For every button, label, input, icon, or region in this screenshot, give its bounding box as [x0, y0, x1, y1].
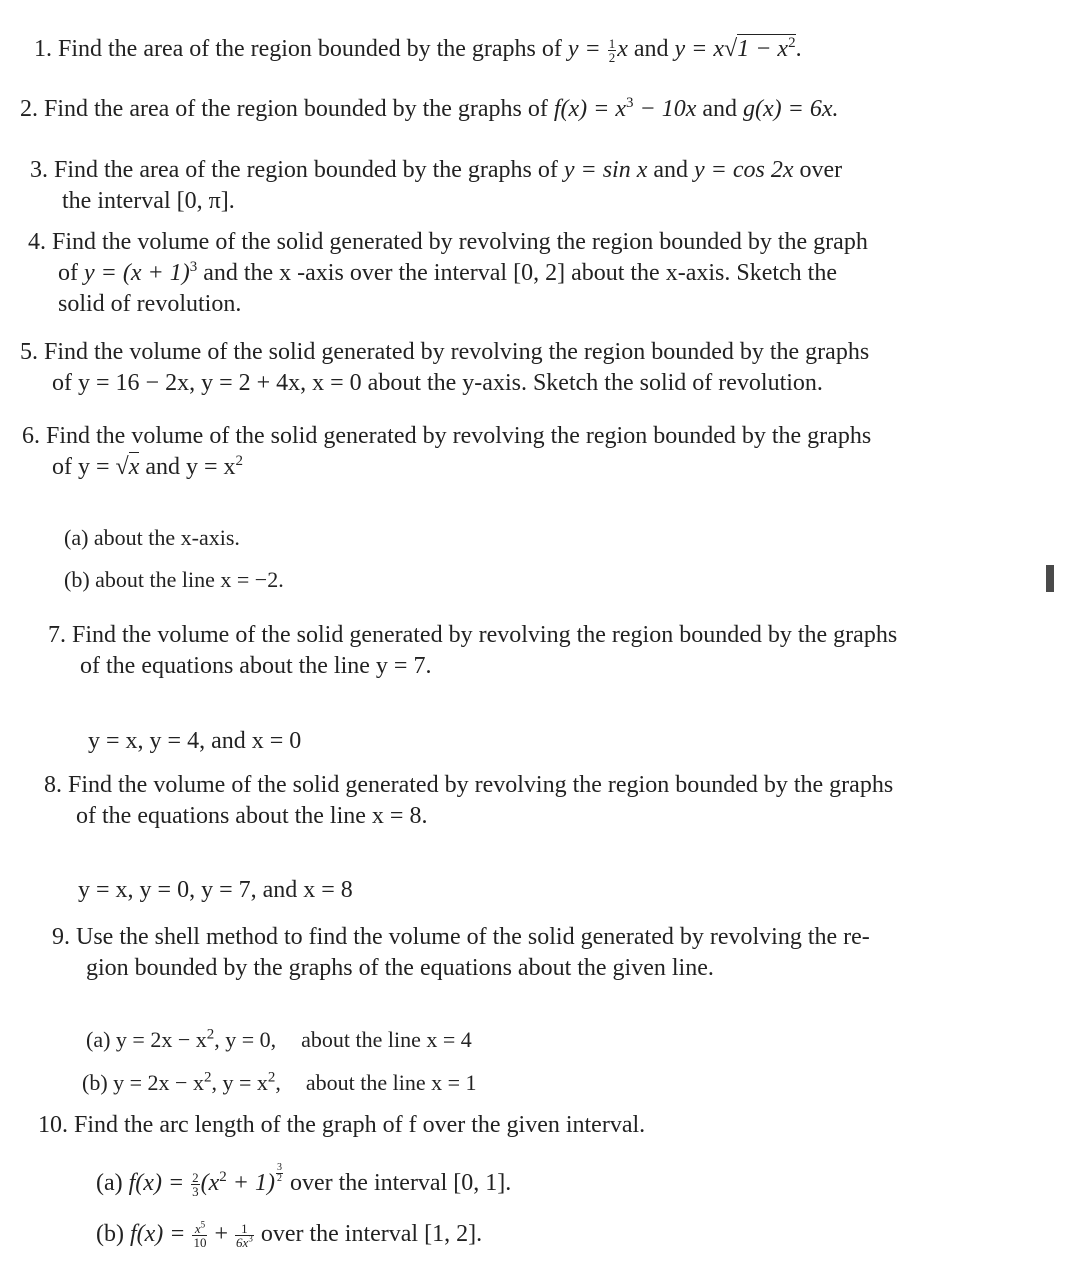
equation: , y = 0, [214, 1027, 277, 1052]
problem-4-line-2 [58, 258, 837, 289]
exponent: 3 [189, 259, 198, 275]
equation: and y = x [145, 454, 236, 480]
equation: (a) y = 2x − x [86, 1027, 207, 1052]
equation-g: g(x) = 6x. [743, 96, 839, 122]
equation: (x [200, 1170, 220, 1196]
exponent: 2 [267, 1069, 276, 1086]
problem-9-part-b [82, 1067, 477, 1098]
problem-5-line-1 [20, 337, 869, 368]
problem-7-line-2: of the equations about the line y = 7. [80, 653, 432, 679]
revolve-line: about the line x = 1 [305, 1070, 477, 1095]
problem-2 [20, 94, 839, 125]
fractional-exponent: $\frac{3}{2}$ [276, 1162, 282, 1184]
problem-number: 9. [52, 924, 70, 950]
equation: x [617, 36, 628, 62]
problem-text: Find the area of the region bounded by the graphs of [54, 157, 558, 183]
equation: f(x) = [128, 1170, 185, 1196]
problem-4-line-1 [28, 227, 868, 258]
problem-3-line-2: the interval [0, π]. [62, 188, 235, 214]
problem-number: 2. [20, 96, 38, 122]
problem-text: and the x -axis over the interval [0, 2] about the x-axis. Sketch the [203, 260, 837, 286]
equation: y = cos 2x [694, 157, 794, 183]
problem-number: 5. [20, 339, 38, 365]
problem-number: 6. [22, 423, 40, 449]
problem-6-line-1 [22, 421, 871, 452]
problem-text: Find the volume of the solid generated by revolving the region bounded by the graphs [44, 339, 870, 365]
equation: y = sin x [563, 157, 648, 183]
fraction: $\frac{1}{2}$ [608, 35, 616, 65]
equation: y = (x + 1) [84, 260, 190, 286]
problem-text: Find the volume of the solid generated by revolving the region bounded by the graphs [46, 423, 872, 449]
exponent: 2 [219, 1169, 227, 1185]
problem-9-part-a [86, 1024, 472, 1055]
problem-text: Find the arc length of the graph of f over the given interval. [74, 1112, 646, 1138]
exponent: 3 [626, 95, 634, 111]
problem-number: 8. [44, 772, 62, 798]
period: . [795, 36, 802, 62]
problem-6-line-2 [52, 452, 243, 483]
equation-f-rest: − 10x [633, 96, 697, 122]
sqrt-sign: √ [724, 36, 738, 62]
equation: f(x) = [129, 1221, 186, 1247]
problem-text: Find the area of the region bounded by the graphs of [44, 96, 548, 122]
problem-4-line-3: solid of revolution. [58, 291, 242, 317]
problem-1 [34, 34, 802, 65]
problem-10-part-b [96, 1219, 482, 1250]
equation: + 1) [226, 1170, 275, 1196]
part-label: (a) [96, 1170, 123, 1196]
problem-text: Find the area of the region bounded by the graphs of [58, 36, 562, 62]
problem-text: Find the volume of the solid generated by revolving the region bounded by the graph [52, 229, 868, 255]
sqrt-radicand: $1 - x^2$ [737, 35, 796, 62]
plus-sign: + [214, 1221, 229, 1247]
equation: , y = x [211, 1070, 268, 1095]
problem-8-equations: y = x, y = 0, y = 7, and x = 8 [78, 877, 353, 903]
problem-number: 10. [38, 1112, 68, 1138]
problem-8-line-2: of the equations about the line x = 8. [76, 803, 428, 829]
problem-text: Find the volume of the solid generated by revolving the region bounded by the graphs [68, 772, 894, 798]
equation-f: f(x) = x [553, 96, 627, 122]
problem-5-line-2: of y = 16 − 2x, y = 2 + 4x, x = 0 about the y-axis. Sketch the solid of revolution. [52, 370, 823, 396]
conjunction: and [633, 36, 669, 62]
problem-9-line-1 [52, 922, 870, 953]
problem-text: Use the shell method to find the volume of the solid generated by revolving the re- [76, 924, 870, 950]
equation: (b) y = 2x − x [82, 1070, 204, 1095]
problem-3-line-1 [30, 155, 842, 186]
problem-number: 4. [28, 229, 46, 255]
sqrt-radicand: x [128, 454, 140, 480]
problem-text: of y = [52, 454, 116, 480]
exponent: 2 [203, 1069, 212, 1086]
problem-text: over the interval [0, 1]. [289, 1170, 512, 1196]
equation: y = x [674, 36, 725, 62]
equation: y = [567, 36, 601, 62]
problem-9-line-2: gion bounded by the graphs of the equations about the given line. [86, 955, 714, 981]
part-label: (b) [96, 1221, 124, 1247]
problem-number: 3. [30, 157, 48, 183]
conjunction: and [653, 157, 689, 183]
problem-6-part-b: (b) about the line x = −2. [64, 567, 284, 592]
problem-text: of [58, 260, 78, 286]
equation: , [275, 1070, 281, 1095]
sqrt-sign: √ [115, 454, 129, 480]
conjunction: and [702, 96, 738, 122]
problem-text: over [799, 157, 843, 183]
revolve-line: about the line x = 4 [301, 1027, 472, 1052]
problem-8-line-1 [44, 770, 893, 801]
problem-6-part-a: (a) about the x-axis. [64, 525, 240, 550]
problem-7-equations: y = x, y = 4, and x = 0 [88, 728, 302, 754]
text-cursor [1046, 565, 1054, 592]
problem-10-part-a [96, 1163, 511, 1199]
problem-7-line-1 [48, 620, 897, 651]
fraction: $\frac{x^5}{10}$ [193, 1219, 207, 1250]
problem-10-line-1 [38, 1110, 645, 1141]
problem-text: Find the volume of the solid generated by revolving the region bounded by the graphs [72, 622, 898, 648]
exponent: 2 [235, 453, 244, 469]
fraction: $\frac{2}{3}$ [192, 1169, 199, 1199]
problem-text: over the interval [1, 2]. [260, 1221, 483, 1247]
fraction: $\frac{1}{6x^3}$ [236, 1220, 253, 1250]
problem-number: 7. [48, 622, 66, 648]
exponent: 2 [206, 1026, 215, 1043]
problem-number: 1. [34, 36, 52, 62]
